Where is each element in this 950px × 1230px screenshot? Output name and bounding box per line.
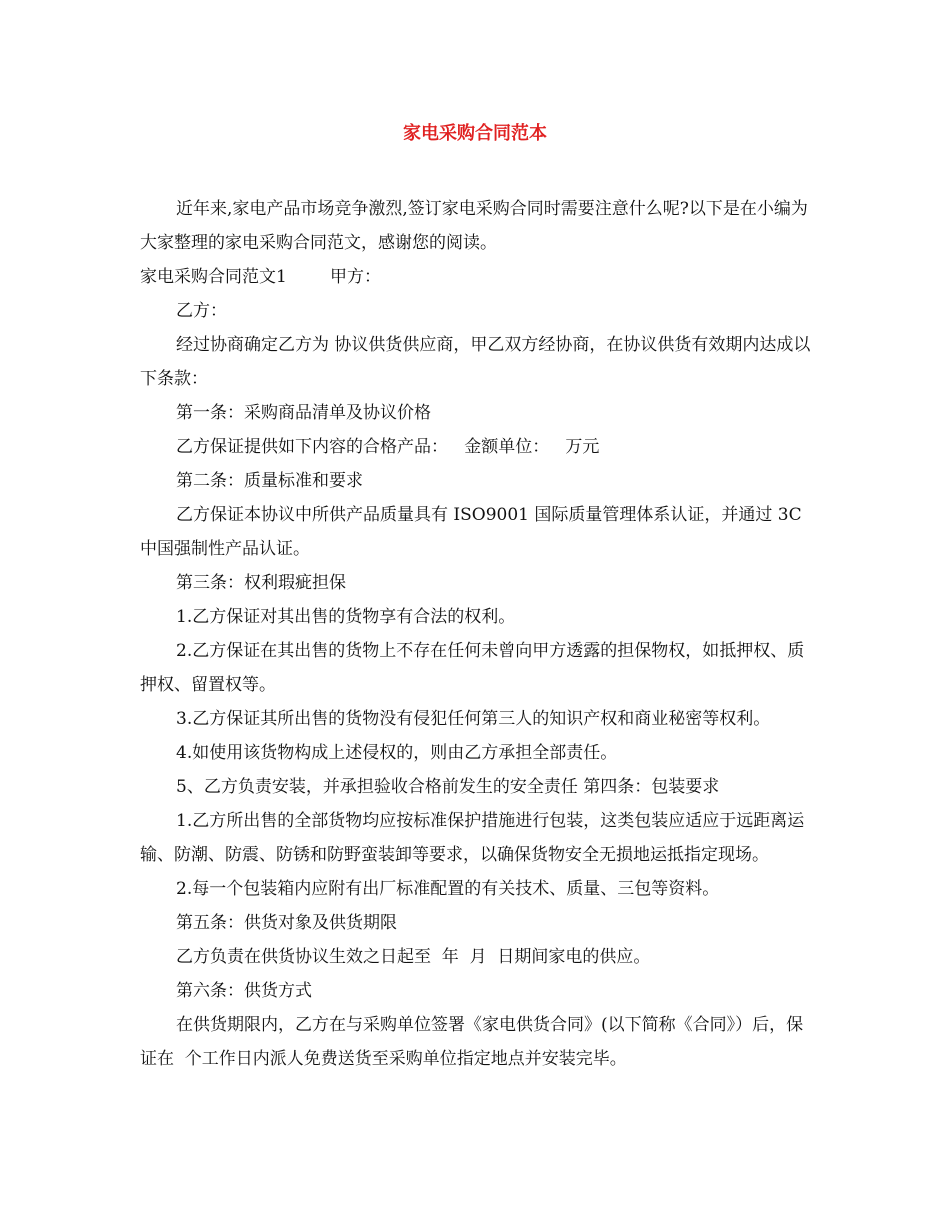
paragraph: 5、乙方负责安装，并承担验收合格前发生的安全责任 第四条：包装要求 [176, 777, 720, 797]
paragraph: 乙方保证提供如下内容的合格产品： 金额单位： 万元 [176, 437, 600, 457]
paragraph: 在供货期限内，乙方在与采购单位签署《家电供货合同》(以下简称《合同》）后，保证在 个工作日内派人免费送货至采购单位指定地点并安装完毕。 [140, 1015, 804, 1069]
paragraph: 2.每一个包装箱内应附有出厂标准配置的有关技术、质量、三包等资料。 [176, 879, 720, 899]
paragraph: 乙方负责在供货协议生效之日起至 年 月 日期间家电的供应。 [176, 947, 651, 967]
paragraph: 乙方保证本协议中所供产品质量具有 ISO9001 国际质量管理体系认证，并通过 3C 中国强制性产品认证。 [140, 505, 808, 559]
paragraph: 3.乙方保证其所出售的货物没有侵犯任何第三人的知识产权和商业秘密等权利。 [176, 709, 771, 729]
paragraph: 第二条：质量标准和要求 [176, 471, 363, 491]
paragraph: 家电采购合同范文1 甲方： [140, 267, 382, 287]
paragraph: 经过协商确定乙方为 协议供货供应商，甲乙双方经协商，在协议供货有效期内达成以下条款： [140, 335, 811, 389]
paragraph: 1.乙方所出售的全部货物均应按标准保护措施进行包装，这类包装应适应于远距离运输、防潮、防震、防锈和防野蛮装卸等要求，以确保货物安全无损地运抵指定现场。 [140, 811, 805, 865]
paragraph: 2.乙方保证在其出售的货物上不存在任何未曾向甲方透露的担保物权，如抵押权、质押权、留置权等。 [140, 641, 805, 695]
document-title: 家电采购合同范本 [403, 123, 547, 144]
paragraph: 4.如使用该货物构成上述侵权的，则由乙方承担全部责任。 [176, 743, 618, 763]
paragraph: 乙方： [176, 301, 227, 321]
paragraph: 第三条：权利瑕疵担保 [176, 573, 346, 593]
paragraph: 近年来,家电产品市场竞争激烈,签订家电采购合同时需要注意什么呢?以下是在小编为大家整理的家电采购合同范文，感谢您的阅读。 [140, 199, 808, 253]
paragraph: 第五条：供货对象及供货期限 [176, 913, 397, 933]
document-body [140, 192, 816, 1076]
paragraph: 第六条：供货方式 [176, 981, 312, 1001]
paragraph: 1.乙方保证对其出售的货物享有合法的权利。 [176, 607, 516, 627]
paragraph: 第一条：采购商品清单及协议价格 [176, 403, 431, 423]
